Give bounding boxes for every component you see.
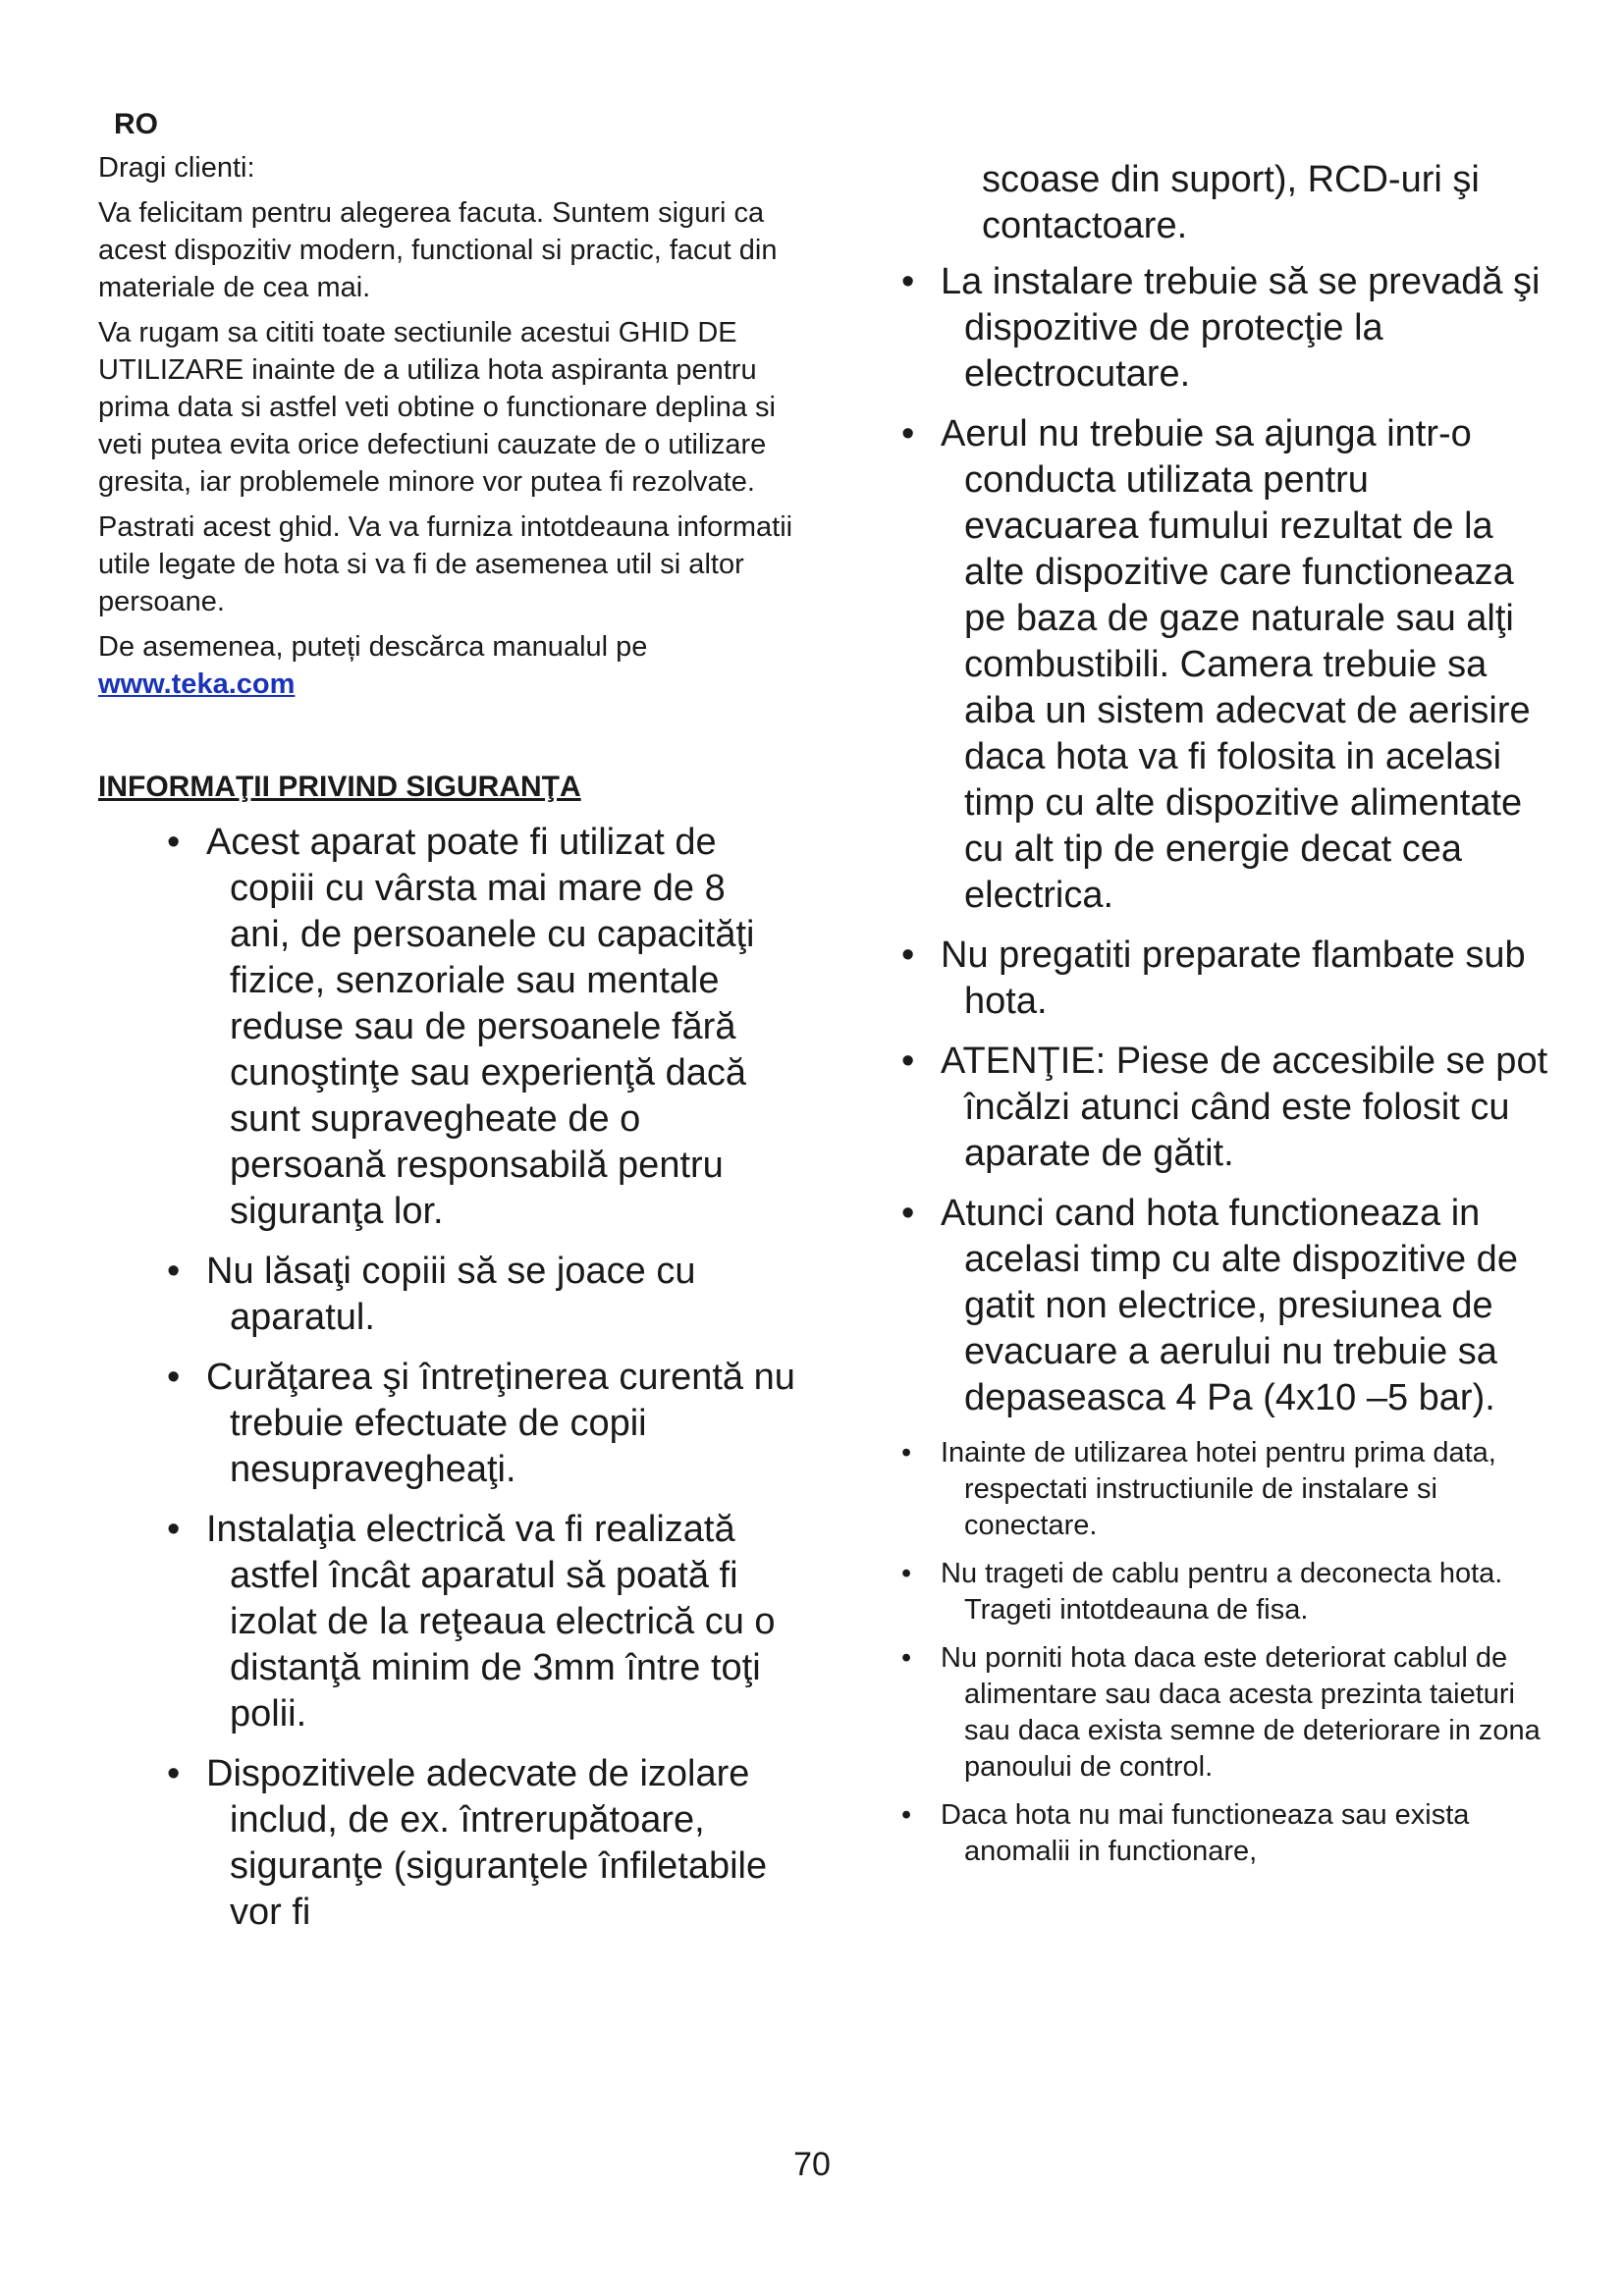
bullet-icon: • xyxy=(901,1558,912,1589)
list-item: • Curăţarea şi întreţinerea curentă nu trebuie efectuate de copii nesupravegheaţi. xyxy=(167,1357,795,1490)
bullet-icon: • xyxy=(901,1642,912,1674)
language-code: RO xyxy=(114,108,158,140)
list-item: • Instalaţia electrică va fi realizată astfel încât aparatul să poată fi izolat de la reţeaua electrică cu o distanţă minim de 3mm între toţi polii. xyxy=(167,1509,776,1735)
page-number: 70 xyxy=(793,2146,831,2183)
bullet-icon: • xyxy=(901,1799,912,1831)
list-item: • Nu lăsaţi copiii să se joace cu aparatul. xyxy=(167,1251,696,1338)
list-item: • Atunci cand hota functioneaza in acelasi timp cu alte dispozitive de gatit non electrice, presiunea de evacuare a aerului nu trebuie sa depaseasca 4 Pa (4x10 –5 bar). xyxy=(901,1193,1518,1418)
bullet-icon: • xyxy=(167,1509,181,1550)
list-item: • ATENŢIE: Piese de accesibile se pot încălzi atunci când este folosit cu aparate de gătit. xyxy=(901,1041,1548,1174)
list-item: • Nu pregatiti preparate flambate sub hota. xyxy=(901,934,1526,1022)
intro-paragraph-2: Va rugam sa cititi toate sectiunile acestui GHID DE UTILIZARE inainte de a utiliza hota aspiranta pentru prima data si astfel veti obtine o functionare deplina si veti putea evita orice defectiuni cauzate de o utilizare gresita, iar problemele minore vor putea fi rezolvate. xyxy=(98,317,776,498)
intro-paragraph-4 xyxy=(98,628,795,703)
greeting: Dragi clienti: xyxy=(98,152,255,184)
list-item-continuation: scoase din suport), RCD-uri şi contactoare. xyxy=(982,159,1480,246)
bullet-icon: • xyxy=(901,413,915,454)
list-item: • Nu trageti de cablu pentru a deconecta hota. Trageti intotdeauna de fisa. xyxy=(901,1558,1503,1626)
bullet-icon: • xyxy=(167,1753,181,1794)
list-item: • Aerul nu trebuie sa ajunga intr-o conducta utilizata pentru evacuarea fumului rezultat de la alte dispozitive care functioneaza pe baza de gaze naturale sau alţi combustibili. Camera trebuie sa aiba un sistem adecvat de aerisire daca hota va fi folosita in acelasi timp cu alte dispozitive alimentate cu alt tip de energie decat cea electrica. xyxy=(901,413,1531,916)
list-item: • Nu porniti hota daca este deteriorat cablul de alimentare sau daca acesta prezinta taieturi sau daca exista semne de deteriorare in zona panoului de control. xyxy=(901,1642,1541,1783)
bullet-icon: • xyxy=(901,1041,915,1082)
bullet-icon: • xyxy=(167,1251,181,1292)
right-column xyxy=(901,157,1549,1882)
list-item: • La instalare trebuie să se prevadă şi dispozitive de protecţie la electrocutare. xyxy=(901,261,1541,395)
download-text: De asemenea, puteți descărca manualul pe xyxy=(98,631,648,663)
intro-paragraph-1: Va felicitam pentru alegerea facuta. Suntem siguri ca acest dispozitiv modern, functional si practic, facut din materiale de cea mai. xyxy=(98,197,778,303)
bullet-icon: • xyxy=(901,1193,915,1234)
bullet-icon: • xyxy=(167,1357,181,1398)
teka-website-link[interactable]: www.teka.com xyxy=(98,668,296,700)
safety-list-left xyxy=(167,820,795,1936)
list-item: • Daca hota nu mai functioneaza sau exista anomalii in functionare, xyxy=(901,1799,1470,1867)
bullet-icon: • xyxy=(901,261,915,302)
intro-paragraph-3: Pastrati acest ghid. Va va furniza intotdeauna informatii utile legate de hota si va fi de asemenea util si altor persoane. xyxy=(98,511,793,617)
safety-list-right xyxy=(901,259,1549,1870)
bullet-icon: • xyxy=(901,1437,912,1468)
list-item: • Inainte de utilizarea hotei pentru prima data, respectati instructiunile de instalare si conectare. xyxy=(901,1437,1496,1541)
list-item: • Dispozitivele adecvate de izolare includ, de ex. întrerupătoare, siguranţe (siguranţele înfiletabile vor fi xyxy=(167,1753,768,1933)
safety-section-title: INFORMAŢII PRIVIND SIGURANŢA xyxy=(98,771,581,803)
bullet-icon: • xyxy=(167,822,181,863)
list-item: • Acest aparat poate fi utilizat de copiii cu vârsta mai mare de 8 ani, de persoanele cu capacităţi fizice, senzoriale sau mentale reduse sau de persoanele fără cunoştinţe sau experienţă dacă sunt supravegheate de o persoană responsabilă pentru siguranţa lor. xyxy=(167,822,755,1232)
bullet-icon: • xyxy=(901,934,915,976)
left-column xyxy=(98,108,795,1949)
